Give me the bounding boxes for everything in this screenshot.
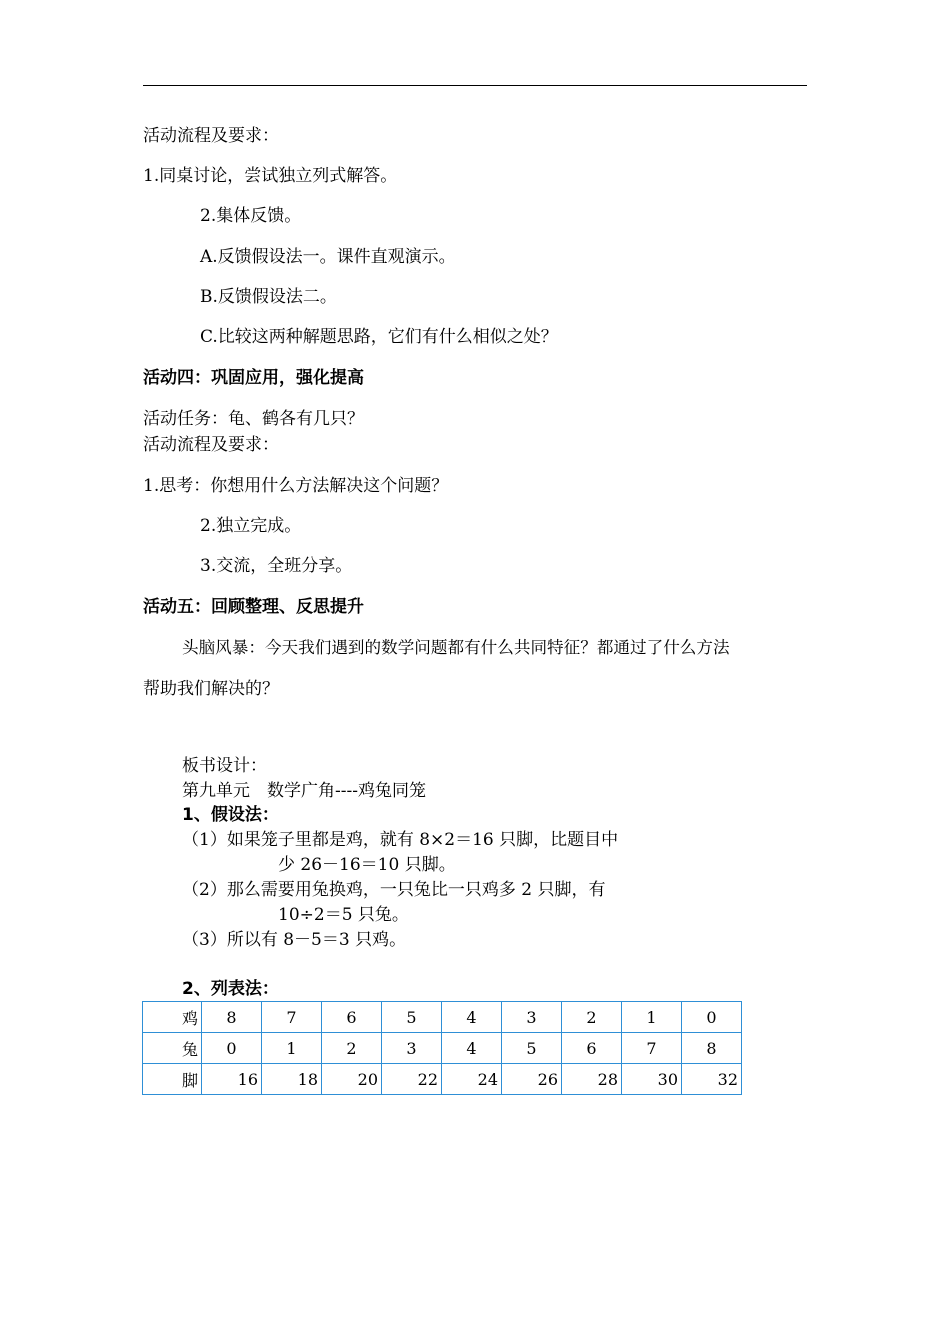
table-cell: 8 (202, 1002, 262, 1033)
table-cell: 20 (322, 1064, 382, 1095)
table-cell: 1 (262, 1033, 322, 1064)
table-cell: 32 (682, 1064, 742, 1095)
table-cell: 28 (562, 1064, 622, 1095)
activity-4-task: 活动任务：龟、鹤各有几只？ (143, 409, 364, 429)
row-label-feet: 脚 (143, 1064, 202, 1095)
method-2-heading: 2、列表法： (182, 979, 279, 999)
method-1-step-3: （3）所以有 8－5＝3 只鸡。 (182, 930, 407, 950)
table-cell: 6 (562, 1033, 622, 1064)
table-cell: 7 (622, 1033, 682, 1064)
table-cell: 5 (382, 1002, 442, 1033)
step-a: A.反馈假设法一。课件直观演示。 (200, 247, 456, 267)
activity-5-heading: 活动五：回顾整理、反思提升 (143, 597, 364, 617)
activity-4-step-3: 3.交流，全班分享。 (200, 556, 353, 576)
table-cell: 8 (682, 1033, 742, 1064)
table-cell: 30 (622, 1064, 682, 1095)
table-row (143, 1002, 742, 1033)
table-cell: 2 (562, 1002, 622, 1033)
activity-4-step-2: 2.独立完成。 (200, 516, 302, 536)
table-cell: 5 (502, 1033, 562, 1064)
table-cell: 0 (682, 1002, 742, 1033)
method-1-step-2a: （2）那么需要用兔换鸡，一只兔比一只鸡多 2 只脚，有 (182, 880, 606, 900)
table-cell: 16 (202, 1064, 262, 1095)
board-design-title: 板书设计： (182, 756, 267, 776)
row-label-chicken: 鸡 (143, 1002, 202, 1033)
method-1-step-1b: 少 26－16＝10 只脚。 (278, 855, 456, 875)
table-cell: 3 (502, 1002, 562, 1033)
table-row (143, 1033, 742, 1064)
header-rule (143, 85, 807, 86)
step-2: 2.集体反馈。 (200, 206, 302, 226)
method-1-step-1a: （1）如果笼子里都是鸡，就有 8×2＝16 只脚，比题目中 (182, 830, 619, 850)
table-cell: 4 (442, 1002, 502, 1033)
chicken-rabbit-table (142, 1001, 742, 1095)
step-c: C.比较这两种解题思路，它们有什么相似之处？ (200, 327, 558, 347)
table-cell: 0 (202, 1033, 262, 1064)
table-cell: 24 (442, 1064, 502, 1095)
table-cell: 18 (262, 1064, 322, 1095)
activity-4-step-1: 1.思考：你想用什么方法解决这个问题？ (143, 476, 449, 496)
board-unit-title: 第九单元 数学广角----鸡兔同笼 (182, 781, 426, 801)
table-row (143, 1064, 742, 1095)
step-1: 1.同桌讨论，尝试独立列式解答。 (143, 166, 398, 186)
activity-4-process: 活动流程及要求： (143, 435, 279, 455)
table-cell: 6 (322, 1002, 382, 1033)
table-cell: 22 (382, 1064, 442, 1095)
method-1-heading: 1、假设法： (182, 805, 279, 825)
table-cell: 7 (262, 1002, 322, 1033)
table-cell: 1 (622, 1002, 682, 1033)
table-cell: 3 (382, 1033, 442, 1064)
brainstorm-line-1: 头脑风暴：今天我们遇到的数学问题都有什么共同特征？都通过了什么方法 (182, 638, 730, 657)
process-heading: 活动流程及要求： (143, 126, 279, 146)
table-cell: 26 (502, 1064, 562, 1095)
table-cell: 4 (442, 1033, 502, 1064)
row-label-rabbit: 兔 (143, 1033, 202, 1064)
table-cell: 2 (322, 1033, 382, 1064)
activity-4-heading: 活动四：巩固应用，强化提高 (143, 368, 364, 388)
brainstorm-line-2: 帮助我们解决的？ (143, 679, 279, 699)
step-b: B.反馈假设法二。 (200, 287, 337, 307)
method-1-step-2b: 10÷2＝5 只兔。 (278, 905, 409, 925)
